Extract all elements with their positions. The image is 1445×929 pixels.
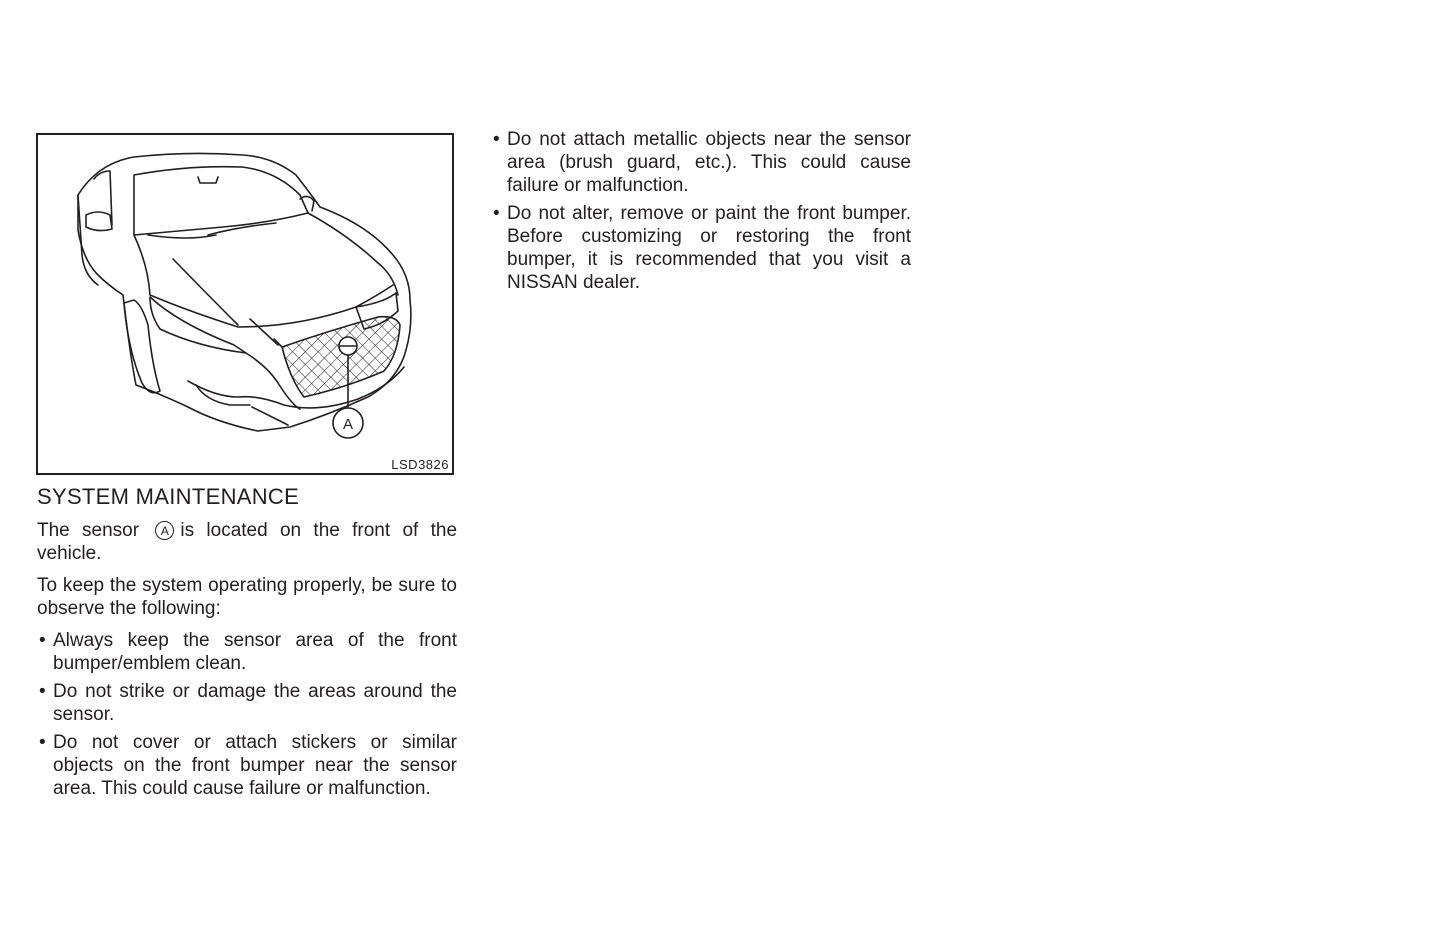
car-body-outline [78,153,411,431]
windshield [134,167,308,235]
figure-code: LSD3826 [391,457,449,472]
keep-paragraph: To keep the system operating properly, be sure to observe the following: [37,575,457,619]
list-item [37,680,457,726]
bullet-icon: • [493,129,500,150]
intro-text-before: The sensor [37,520,140,541]
right-column [491,128,911,299]
car-illustration-figure [36,133,454,475]
section-heading: SYSTEM MAINTENANCE [37,484,300,509]
list-item-text: Do not cover or attach stickers or similar objects on the front bumper near the sensor area. This could cause failure or malfunction. [53,732,457,799]
list-item [37,629,457,675]
list-item [491,202,911,294]
left-column [37,484,457,805]
list-item-text: Always keep the sensor area of the front bumper/emblem clean. [53,630,457,674]
list-item-text: Do not strike or damage the areas around the sensor. [53,681,457,725]
callout-a-label: A [342,416,354,433]
bullet-icon: • [39,681,46,702]
list-item [37,731,457,800]
side-mirror [86,212,112,231]
right-bullet-list [491,128,911,294]
bullet-icon: • [493,203,500,224]
bullet-icon: • [39,732,46,753]
front-grille [282,317,400,397]
callout-a-inline-icon: A [155,521,174,540]
intro-paragraph [37,519,457,565]
car-line-drawing [38,135,454,475]
list-item-text: Do not attach metallic objects near the sensor area (brush guard, etc.). This could cause failure or malfunction. [507,129,911,196]
left-bullet-list [37,629,457,800]
bullet-icon: • [39,630,46,651]
list-item [491,128,911,197]
list-item-text: Do not alter, remove or paint the front bumper. Before customizing or restoring the front bumper, it is recommended that you visit a NISSAN dealer. [507,203,911,293]
intro-text-after: is located on the front of the vehicle. [37,520,458,564]
